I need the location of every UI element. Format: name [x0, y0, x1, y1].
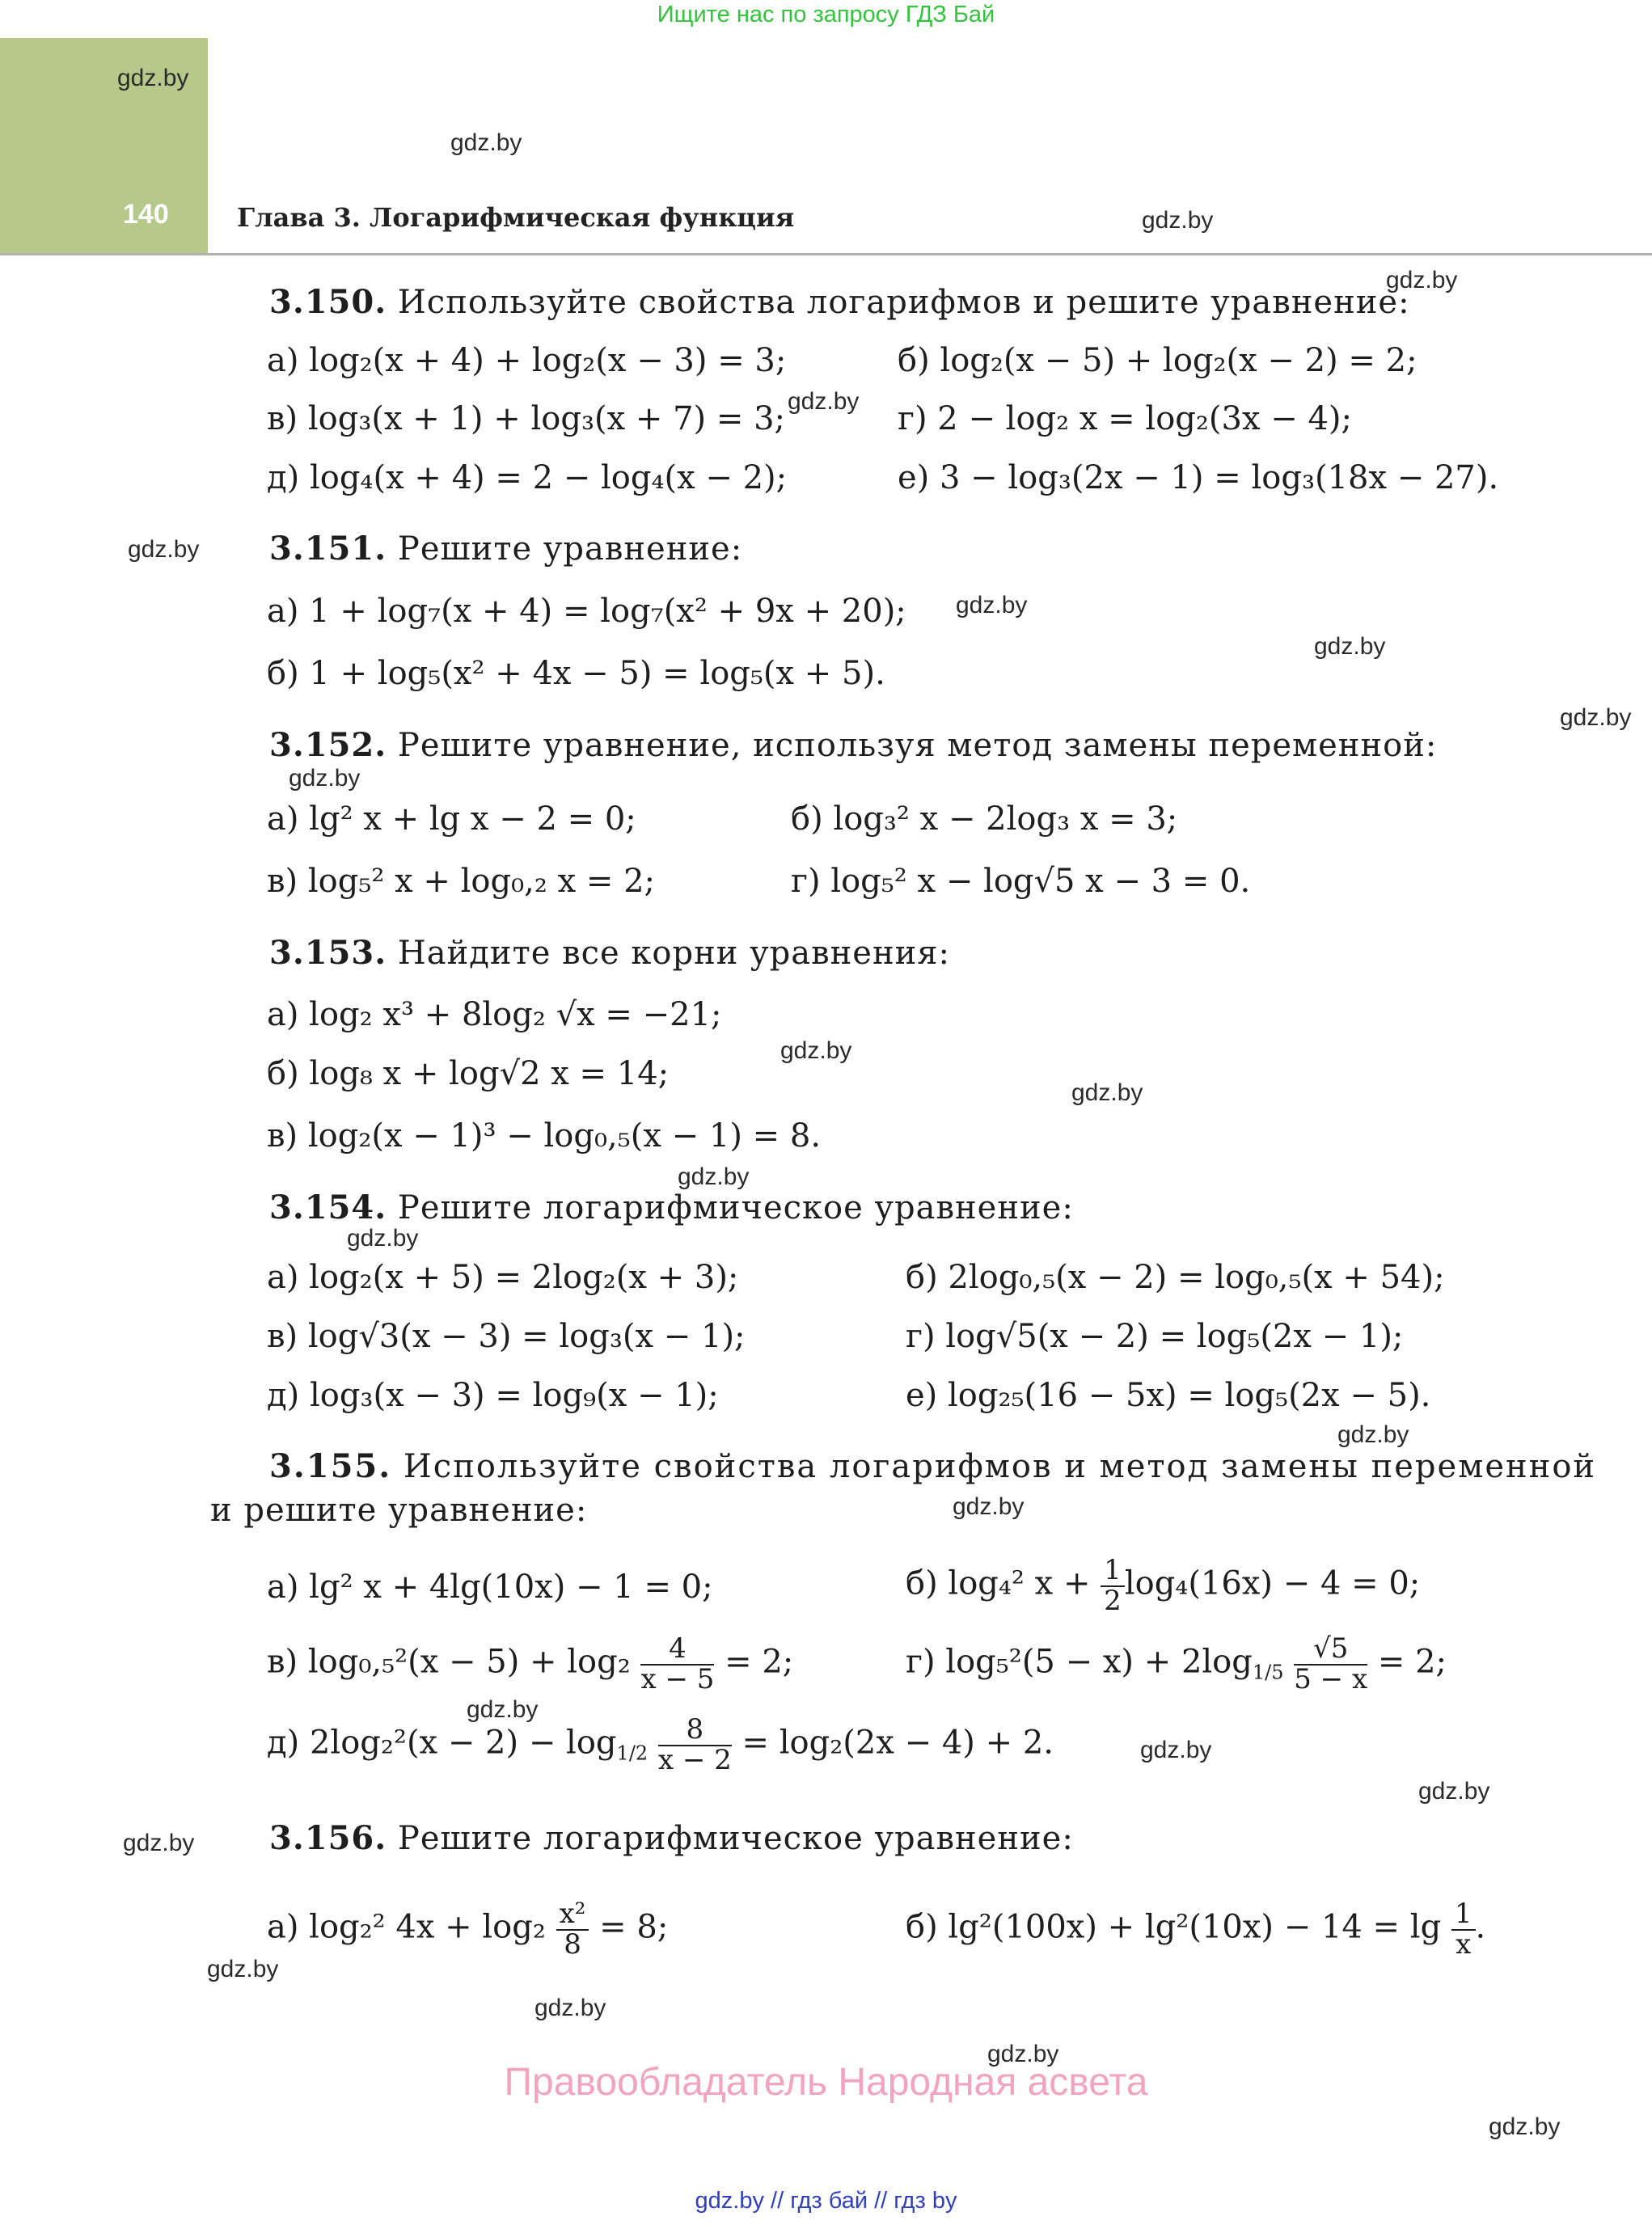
- watermark: gdz.by: [1418, 1778, 1490, 1805]
- equation-item: е) 3 − log₃(2x − 1) = log₃(18x − 27).: [898, 459, 1499, 496]
- footer-links[interactable]: gdz.by // гдз бай // гдз by: [695, 2188, 957, 2214]
- watermark: gdz.by: [788, 388, 860, 415]
- equation-part: .: [1475, 1908, 1486, 1946]
- equation-item: б) 2log₀,₅(x − 2) = log₀,₅(x + 54);: [906, 1259, 1445, 1296]
- equation-part: = 8;: [589, 1908, 669, 1946]
- task-text: Используйте свойства логарифмов и решите уравнение:: [397, 284, 1410, 321]
- watermark: gdz.by: [780, 1037, 852, 1064]
- fraction: [1294, 1632, 1368, 1695]
- fraction-numerator: x²: [556, 1900, 589, 1931]
- equation-part: = 2;: [714, 1643, 794, 1681]
- equation-part: log₄(16x) − 4 = 0;: [1124, 1564, 1421, 1602]
- task-text: Используйте свойства логарифмов и метод замены переменной: [403, 1448, 1597, 1485]
- log-base: 1/5: [1252, 1661, 1284, 1684]
- fraction-numerator: √5: [1294, 1635, 1367, 1666]
- equation-item: [906, 1556, 1420, 1615]
- watermark: gdz.by: [678, 1163, 750, 1190]
- equation-item: [267, 1900, 668, 1959]
- equation-part: = 2;: [1367, 1643, 1447, 1681]
- watermark: gdz.by: [1489, 2113, 1561, 2140]
- watermark: gdz.by: [1314, 633, 1386, 660]
- task-text: Решите логарифмическое уравнение:: [397, 1189, 1074, 1226]
- watermark: gdz.by: [1337, 1421, 1409, 1448]
- watermark: gdz.by: [123, 1830, 195, 1856]
- equation-item: б) log₂(x − 5) + log₂(x − 2) = 2;: [898, 342, 1418, 379]
- log-base: 1/2: [616, 1742, 649, 1765]
- equation-item: [267, 1713, 1054, 1776]
- watermark: gdz.by: [289, 765, 361, 792]
- watermark: gdz.by: [953, 1493, 1025, 1520]
- equation-part: = log₂(2x − 4) + 2.: [731, 1724, 1054, 1762]
- watermark: gdz.by: [987, 2041, 1059, 2067]
- fraction: [1451, 1900, 1476, 1959]
- task-number: 3.150.: [269, 283, 387, 321]
- task-number: 3.155.: [269, 1447, 392, 1485]
- fraction-denominator: x − 2: [657, 1743, 732, 1776]
- watermark: gdz.by: [450, 129, 522, 156]
- equation-part: д) 2log₂²(x − 2) − log: [267, 1724, 617, 1762]
- task-3-155-heading: [269, 1447, 1596, 1485]
- task-3-154-heading: [269, 1188, 1074, 1226]
- fraction: [1101, 1556, 1125, 1615]
- fraction-denominator: x: [1456, 1927, 1472, 1961]
- watermark: gdz.by: [1142, 207, 1214, 234]
- equation-item: д) log₄(x + 4) = 2 − log₄(x − 2);: [267, 459, 788, 496]
- task-number: 3.154.: [269, 1188, 387, 1226]
- equation-item: а) log₂(x + 5) = 2log₂(x + 3);: [267, 1259, 739, 1296]
- task-3-153-heading: [269, 934, 950, 972]
- equation-item: д) log₃(x − 3) = log₉(x − 1);: [267, 1377, 719, 1414]
- header-divider: [0, 253, 1652, 255]
- page-number: 140: [123, 199, 169, 230]
- watermark: gdz.by: [207, 1956, 279, 1982]
- watermark: gdz.by: [128, 536, 200, 563]
- fraction-denominator: x − 5: [640, 1662, 715, 1695]
- equation-part: в) log₀,₅²(x − 5) + log₂: [267, 1643, 641, 1681]
- task-text: Найдите все корни уравнения:: [397, 935, 951, 972]
- fraction-numerator: 4: [640, 1635, 714, 1666]
- watermark: gdz.by: [534, 1995, 606, 2021]
- equation-part: а) log₂² 4x + log₂: [267, 1908, 556, 1946]
- equation-part: б) log₄² x +: [906, 1564, 1101, 1602]
- equation-item: в) log₂(x − 1)³ − log₀,₅(x − 1) = 8.: [267, 1117, 822, 1155]
- equation-item: е) log₂₅(16 − 5x) = log₅(2x − 5).: [906, 1377, 1431, 1414]
- watermark: gdz.by: [1560, 704, 1632, 731]
- equation-item: в) log₃(x + 1) + log₃(x + 7) = 3;: [267, 400, 786, 437]
- fraction: [657, 1713, 732, 1776]
- watermark: gdz.by: [347, 1225, 419, 1252]
- task-number: 3.151.: [269, 530, 387, 568]
- task-3-151-heading: [269, 530, 742, 568]
- task-text-continued: и решите уравнение:: [210, 1492, 588, 1529]
- equation-item: а) 1 + log₇(x + 4) = log₇(x² + 9x + 20);: [267, 593, 906, 630]
- watermark: gdz.by: [117, 65, 189, 91]
- watermark: gdz.by: [467, 1696, 539, 1723]
- fraction: [556, 1900, 589, 1959]
- watermark: gdz.by: [1071, 1079, 1143, 1106]
- task-number: 3.153.: [269, 934, 387, 972]
- equation-item: б) log₈ x + log√2 x = 14;: [267, 1055, 670, 1092]
- fraction-numerator: 1: [1451, 1900, 1476, 1931]
- task-text: Решите уравнение:: [397, 530, 743, 568]
- equation-item: а) lg² x + lg x − 2 = 0;: [267, 800, 636, 838]
- equation-item: в) log₅² x + log₀,₂ x = 2;: [267, 863, 656, 900]
- fraction-numerator: 8: [658, 1716, 732, 1746]
- equation-item: б) log₃² x − 2log₃ x = 3;: [791, 800, 1178, 838]
- equation-item: г) log√5(x − 2) = log₅(2x − 1);: [906, 1318, 1404, 1355]
- equation-item: г) log₅² x − log√5 x − 3 = 0.: [791, 863, 1251, 900]
- top-search-note: Ищите нас по запросу ГДЗ Бай: [657, 2, 995, 27]
- watermark: gdz.by: [1140, 1737, 1212, 1763]
- fraction-denominator: 2: [1104, 1584, 1122, 1617]
- equation-item: [267, 1632, 794, 1695]
- equation-part: г) log₅²(5 − x) + 2log: [906, 1643, 1253, 1681]
- task-3-152-heading: [269, 726, 1437, 764]
- task-3-156-heading: [269, 1819, 1074, 1857]
- task-text: Решите логарифмическое уравнение:: [397, 1820, 1074, 1857]
- task-text: Решите уравнение, используя метод замены переменной:: [397, 727, 1438, 764]
- equation-item: [906, 1632, 1447, 1695]
- task-3-150-heading: [269, 283, 1410, 321]
- equation-item: а) lg² x + 4lg(10x) − 1 = 0;: [267, 1568, 713, 1606]
- chapter-title: Глава 3. Логарифмическая функция: [237, 202, 795, 233]
- equation-item: а) log₂ x³ + 8log₂ √x = −21;: [267, 996, 722, 1033]
- equation-item: [906, 1900, 1485, 1959]
- equation-part: б) lg²(100x) + lg²(10x) − 14 = lg: [906, 1908, 1451, 1946]
- task-number: 3.152.: [269, 726, 387, 764]
- fraction-denominator: 5 − x: [1294, 1662, 1368, 1695]
- equation-item: а) log₂(x + 4) + log₂(x − 3) = 3;: [267, 342, 787, 379]
- watermark: gdz.by: [1386, 267, 1458, 293]
- equation-item: в) log√3(x − 3) = log₃(x − 1);: [267, 1318, 746, 1355]
- fraction: [640, 1632, 715, 1695]
- copyright-notice: Правообладатель Народная асвета: [504, 2061, 1148, 2104]
- fraction-denominator: 8: [564, 1927, 581, 1961]
- task-number: 3.156.: [269, 1819, 387, 1857]
- equation-item: г) 2 − log₂ x = log₂(3x − 4);: [898, 400, 1353, 437]
- fraction-numerator: 1: [1101, 1556, 1125, 1587]
- equation-item: б) 1 + log₅(x² + 4x − 5) = log₅(x + 5).: [267, 655, 885, 692]
- watermark: gdz.by: [956, 592, 1028, 619]
